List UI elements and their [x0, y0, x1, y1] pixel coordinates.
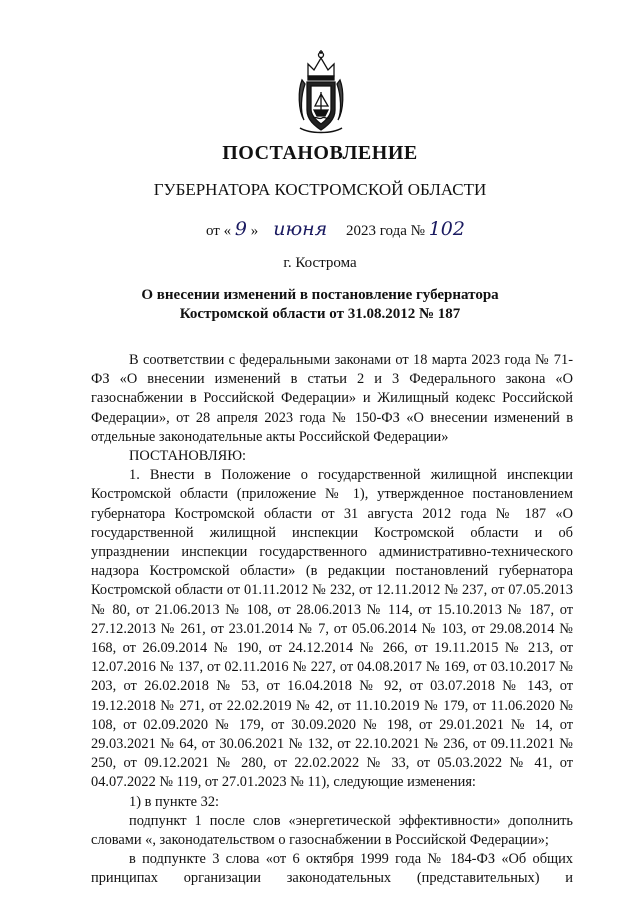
heading-line: Костромской области от 31.08.2012 № 187	[179, 306, 461, 322]
document-dateline	[206, 218, 465, 240]
document-body	[91, 351, 573, 889]
date-month: июня	[273, 218, 328, 240]
paragraph-subitem-1: подпункт 1 после слов «энергетической эффективности» дополнить словами «, законодательством о газоснабжении в Российской Федерации»;	[91, 812, 573, 849]
document-title: ПОСТАНОВЛЕНИЕ	[222, 142, 418, 164]
paragraph-item-1-1: 1) в пункте 32:	[129, 793, 220, 810]
paragraph-preamble: В соответствии с федеральными законами от 18 марта 2023 года № 71-ФЗ «О внесении изменений в статьи 2 и 3 Федерального закона «О газоснабжении в Российской Федерации» и Жилищный кодекс Российской Федерации», от 28 апреля 2023 года № 150-ФЗ «О внесении изменений в отдельные законодательные акты Российской Федерации»	[91, 352, 573, 445]
coat-of-arms-icon	[296, 50, 346, 136]
document-number: 102	[428, 218, 465, 240]
paragraph-item-1: 1. Внести в Положение о государственной жилищной инспекции Костромской области (приложение № 1), утвержденное постановлением губернатора Костромской области от 31 августа 2012 года № 187 «О государственной жилищной инспекции Костромской области и об упразднении инспекции государственного административно-технического надзора Костромской области» (в редакции постановлений губернатора Костромской области от 01.11.2012 № 232, от 12.11.2012 № 237, от 07.05.2013 № 80, от 21.06.2013 № 108, от 28.06.2013 № 114, от 15.10.2013 № 187, от 27.12.2013 № 261, от 23.01.2014 № 7, от 05.06.2014 № 103, от 29.08.2014 № 168, от 26.09.2014 № 190, от 24.12.2014 № 266, от 19.11.2015 № 213, от 12.07.2016 № 137, от 02.11.2016 № 227, от 04.08.2017 № 169, от 03.10.2017 № 203, от 26.02.2018 № 53, от 16.04.2018 № 92, от 03.07.2018 № 143, от 19.12.2018 № 271, от 22.02.2019 № 42, от 11.10.2019 № 179, от 11.06.2020 № 108, от 02.09.2020 № 179, от 30.09.2020 № 198, от 29.01.2021 № 14, от 29.03.2021 № 64, от 30.06.2021 № 132, от 22.10.2021 № 236, от 09.11.2021 № 250, от 09.12.2021 № 280, от 22.02.2022 № 33, от 05.03.2022 № 41, от 04.07.2022 № 119, от 27.01.2023 № 11), следующие изменения:	[91, 467, 573, 791]
document-city: г. Кострома	[283, 255, 357, 271]
heading-line: О внесении изменений в постановление губернатора	[141, 287, 499, 303]
document-heading	[60, 286, 580, 324]
date-year: 2023 года №	[346, 223, 425, 239]
date-day: 9	[234, 218, 247, 240]
paragraph-subitem-3: в подпункте 3 слова «от 6 октября 1999 года № 184-ФЗ «Об общих принципах организации законодательных (представительных) и	[91, 851, 573, 887]
date-prefix: от «	[206, 223, 232, 239]
document-issuer: ГУБЕРНАТОРА КОСТРОМСКОЙ ОБЛАСТИ	[153, 180, 487, 199]
paragraph-resolve: ПОСТАНОВЛЯЮ:	[129, 448, 247, 465]
date-mid: »	[250, 223, 259, 239]
